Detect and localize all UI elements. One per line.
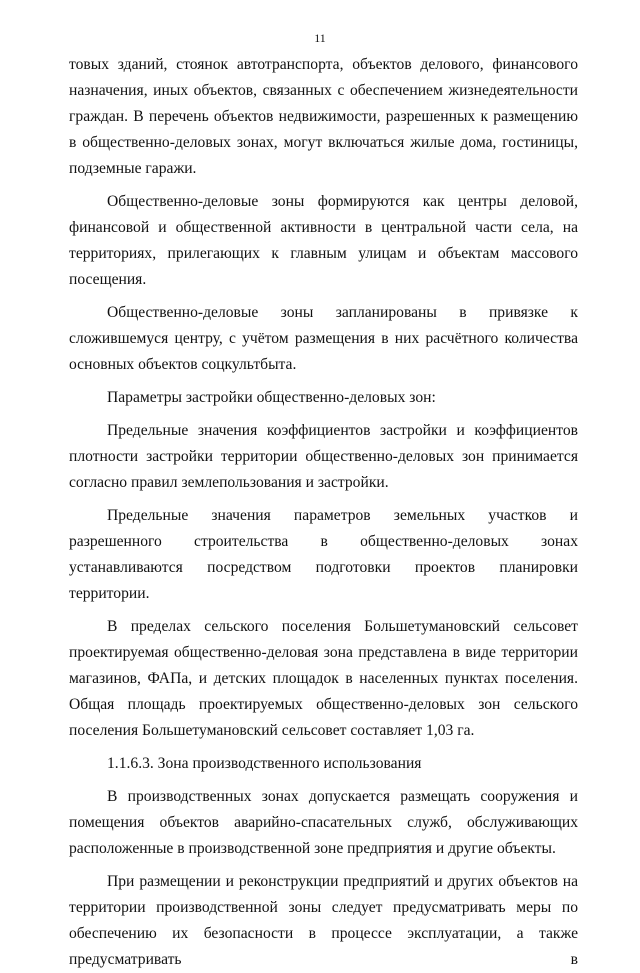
paragraph-production-zones: В производственных зонах допускается размещать сооружения и помещения объектов аварийно-спасательных служб, обслуживающих расположенные в производственной зоне предприятия и другие объекты. [69, 788, 578, 857]
page-number: 11 [314, 31, 326, 45]
paragraph-zones-formation: Общественно-деловые зоны формируются как центры деловой, финансовой и общественной активности в центральной части села, на территориях, прилегающих к главным улицам и объектам массового посещения. [69, 193, 578, 288]
paragraph-coefficients: Предельные значения коэффициентов застройки и коэффициентов плотности застройки территории общественно-деловых зон принимается согласно правил землепользования и застройки. [69, 422, 578, 491]
paragraph-parameters-heading: Параметры застройки общественно-деловых зон: [107, 389, 436, 406]
paragraph-continuation: товых зданий, стоянок автотранспорта, объектов делового, финансового назначения, иных объектов, связанных с обеспечением жизнедеятельности граждан. В перечень объектов недвижимости, разрешенных к размещению в общественно-деловых зонах, могут включаться жилые дома, гостиницы, подземные гаражи. [69, 56, 578, 177]
paragraph-land-parameters: Предельные значения параметров земельных участков и разрешенного строительства в общественно-деловых зонах устанавливаются посредством подготовки проектов планировки территории. [69, 507, 578, 602]
paragraph-reconstruction: При размещении и реконструкции предприятий и других объектов на территории производственной зоны следует предусматривать меры по обеспечению их безопасности в процессе эксплуатации, а также предусматривать в [69, 873, 578, 968]
paragraph-zones-planning: Общественно-деловые зоны запланированы в привязке к сложившемуся центру, с учётом размещения в них расчётного количества основных объектов соцкультбыта. [69, 304, 578, 373]
document-body [69, 52, 578, 973]
paragraph-settlement-zone: В пределах сельского поселения Большетумановский сельсовет проектируемая общественно-деловая зона представлена в виде территории магазинов, ФАПа, и детских площадок в населенных пунктах поселения. Общая площадь проектируемых общественно-деловых зон сельского поселения Большетумановский сельсовет составляет 1,03 га. [69, 618, 578, 739]
section-heading-production-zone: 1.1.6.3. Зона производственного использования [107, 755, 422, 772]
